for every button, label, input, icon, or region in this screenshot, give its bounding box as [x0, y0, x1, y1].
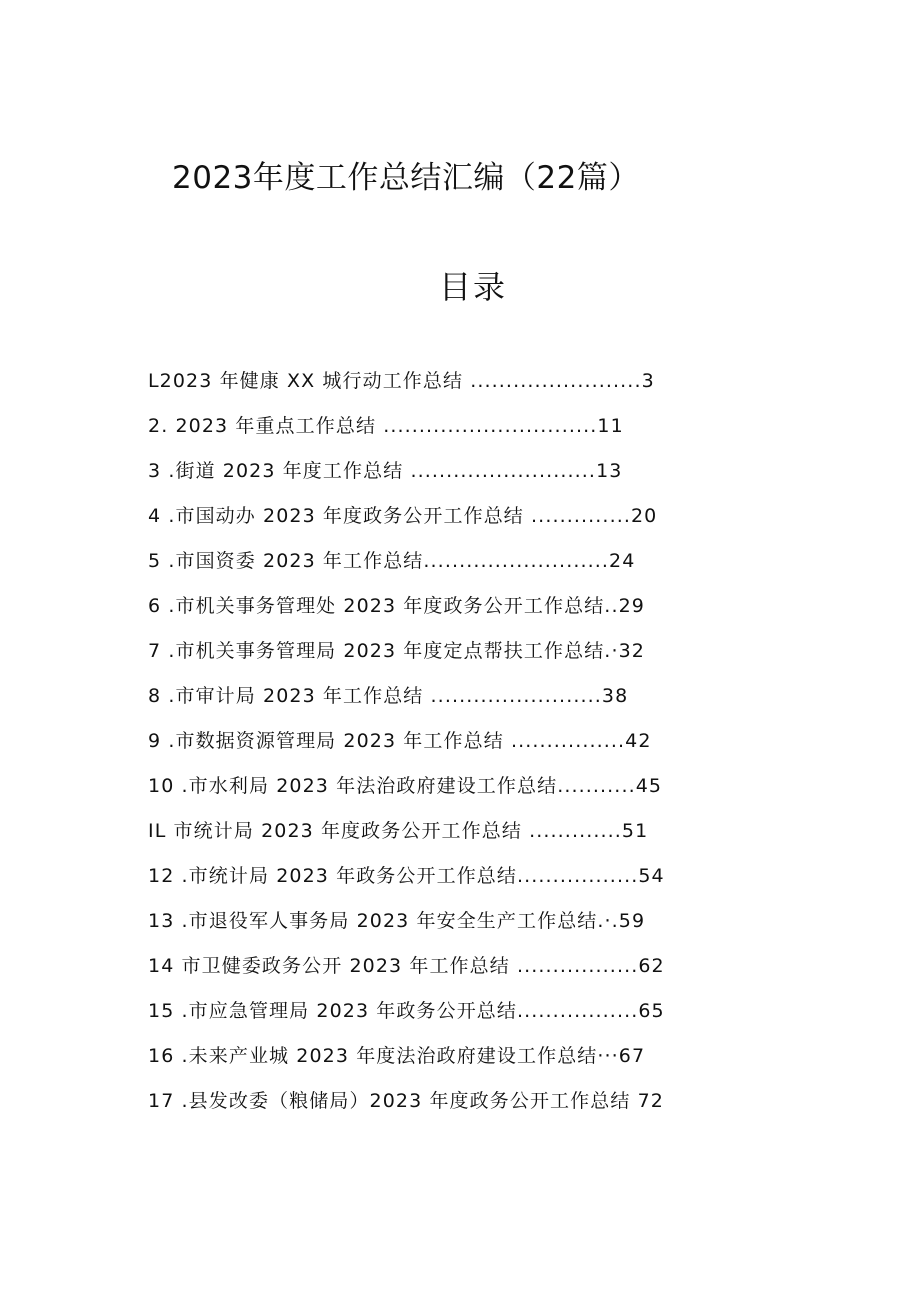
- toc-item-text: 5 .市国资委 2023 年工作总结..........................24: [148, 550, 636, 572]
- toc-item-text: 10 .市水利局 2023 年法治政府建设工作总结...........45: [148, 775, 663, 797]
- toc-item-text: 7 .市机关事务管理局 2023 年度定点帮扶工作总结.·32: [148, 640, 645, 662]
- toc-item[interactable]: [148, 816, 665, 861]
- toc-item-text: 17 .县发改委（粮储局）2023 年度政务公开工作总结 72: [148, 1090, 664, 1112]
- toc-item-text: IL 市统计局 2023 年度政务公开工作总结 .............51: [148, 820, 649, 842]
- toc-heading: 目录: [438, 268, 507, 306]
- toc-item-text: 6 .市机关事务管理处 2023 年度政务公开工作总结..29: [148, 595, 645, 617]
- toc-item[interactable]: [148, 366, 665, 411]
- toc-item[interactable]: [148, 501, 665, 546]
- toc-item[interactable]: [148, 591, 665, 636]
- toc-item-text: 8 .市审计局 2023 年工作总结 ........................38: [148, 685, 629, 707]
- toc-item-text: 14 市卫健委政务公开 2023 年工作总结 .................62: [148, 955, 665, 977]
- toc-item-text: 3 .街道 2023 年度工作总结 ..........................13: [148, 460, 623, 482]
- toc-item[interactable]: [148, 411, 665, 456]
- toc-item-text: 16 .未来产业城 2023 年度法治政府建设工作总结···67: [148, 1045, 646, 1067]
- toc-item-text: 4 .市国动办 2023 年度政务公开工作总结 ..............20: [148, 505, 658, 527]
- toc-item-text: 2. 2023 年重点工作总结 ..............................11: [148, 415, 624, 437]
- toc-item[interactable]: [148, 996, 665, 1041]
- toc-item[interactable]: [148, 456, 665, 501]
- document-title: 2023年度工作总结汇编（22篇）: [172, 160, 640, 196]
- toc-item-text: 12 .市统计局 2023 年政务公开工作总结.................54: [148, 865, 665, 887]
- toc-item[interactable]: [148, 771, 665, 816]
- toc-item-text: 9 .市数据资源管理局 2023 年工作总结 ................42: [148, 730, 652, 752]
- toc-item[interactable]: [148, 546, 665, 591]
- toc-list: [148, 366, 665, 1131]
- toc-item[interactable]: [148, 951, 665, 996]
- toc-item[interactable]: [148, 681, 665, 726]
- toc-item[interactable]: [148, 636, 665, 681]
- toc-item[interactable]: [148, 1086, 665, 1131]
- toc-item-text: L2023 年健康 XX 城行动工作总结 ........................3: [148, 370, 655, 392]
- toc-item-text: 13 .市退役军人事务局 2023 年安全生产工作总结.·.59: [148, 910, 646, 932]
- toc-item[interactable]: [148, 906, 665, 951]
- toc-item[interactable]: [148, 861, 665, 906]
- toc-item[interactable]: [148, 1041, 665, 1086]
- toc-item[interactable]: [148, 726, 665, 771]
- toc-item-text: 15 .市应急管理局 2023 年政务公开总结.................65: [148, 1000, 665, 1022]
